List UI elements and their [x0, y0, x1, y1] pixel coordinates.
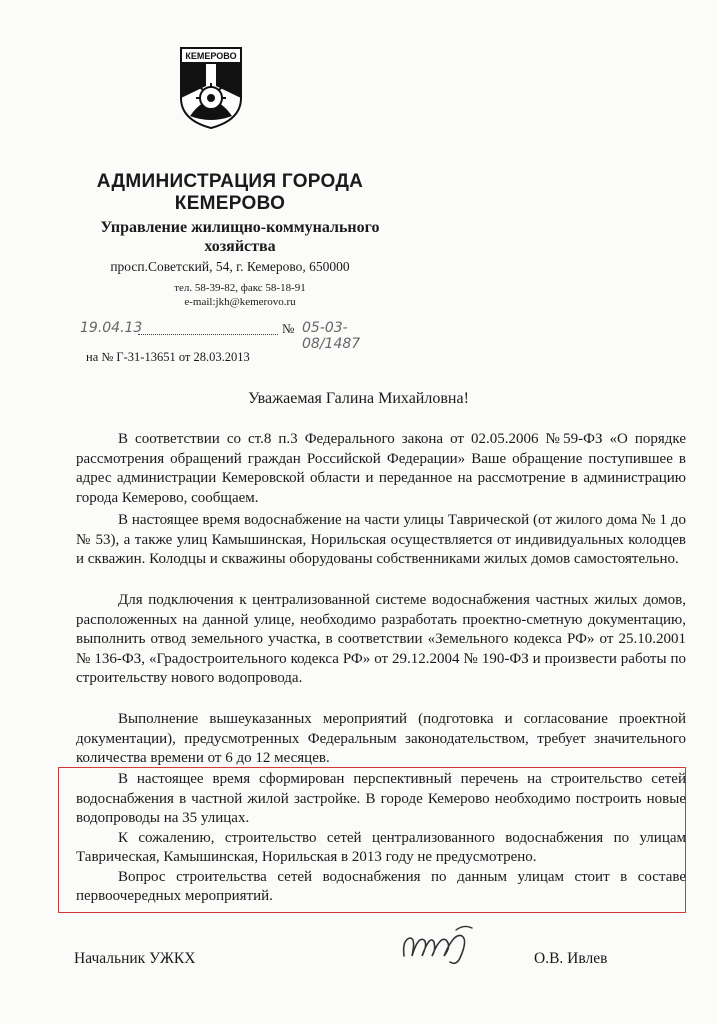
org-phones: тел. 58-39-82, факс 58-18-91: [174, 282, 306, 294]
org-address: просп.Советский, 54, г. Кемерово, 650000: [110, 259, 350, 274]
salutation: Уважаемая Галина Михайловна!: [248, 390, 469, 407]
department-line1: Управление жилищно-коммунального: [100, 219, 380, 236]
signatory-name: О.В. Ивлев: [534, 950, 608, 967]
org-title-line1: АДМИНИСТРАЦИЯ ГОРОДА: [96, 171, 364, 192]
registration-line: [80, 320, 361, 352]
dotted-underline: [138, 334, 278, 335]
department-line2: хозяйства: [204, 238, 276, 255]
handwritten-signature-icon: [398, 922, 478, 972]
org-title-line2: КЕМЕРОВО: [174, 193, 286, 214]
paragraph-text: В настоящее время водоснабжение на части улицы Таврической (от жилого дома № 1 до № 53), а также улиц Камышинская, Норильская осуществляется от индивидуальных колодцев и скважин. Колодцы и скважины оборудованы собственниками жилых домов самостоятельно.: [76, 512, 686, 567]
paragraph-2: [76, 511, 686, 570]
reference-line: на № Г-31-13651 от 28.03.2013: [86, 350, 250, 364]
outgoing-date: 19.04.13: [80, 320, 143, 336]
paragraph-7: Вопрос строительства сетей водоснабжения по данным улицам стоит в составе первоочередных мероприятий.: [76, 868, 686, 904]
signatory-title: Начальник УЖКХ: [74, 950, 196, 967]
paragraph-text: В соответствии со ст.8 п.3 Федерального закона от 02.05.2006 №59-ФЗ «О порядке рассмотрения обращений граждан Российской Федерации» Ваше обращение поступившее в адрес администрации Кемеровской области и переданное на рассмотрение в администрацию города Кемерово, сообщаем.: [76, 431, 686, 506]
paragraph-text: Выполнение вышеуказанных мероприятий (подготовка и согласование проектной документации), предусмотренных Федеральным законодательством, требует значительного количества времени от 6 до 12 месяцев.: [76, 711, 686, 766]
paragraph-6: К сожалению, строительство сетей централизованного водоснабжения по улицам Таврическая, Камышинская, Норильская в 2013 году не предусмотрено.: [76, 829, 686, 865]
paragraph-text: Для подключения к централизованной системе водоснабжения частных жилых домов, расположенных на данной улице, необходимо разработать проектно-сметную документацию, выполнить отвод земельного участка, в соответствии «Земельного кодекса РФ» от 25.10.2001 № 136-ФЗ, «Градостроительного кодекса РФ» от 29.12.2004 № 190-ФЗ и произвести работы по строительству нового водопровода.: [76, 592, 686, 686]
highlighted-paragraphs: [76, 770, 686, 907]
paragraph-3: [76, 591, 686, 689]
svg-text:КЕМЕРОВО: КЕМЕРОВО: [185, 51, 237, 61]
paragraph-1: [76, 430, 686, 508]
org-email: e-mail:jkh@kemerovo.ru: [184, 296, 296, 308]
outgoing-number: 05-03-08/1487: [302, 320, 361, 352]
coat-of-arms-icon: [178, 46, 244, 130]
number-sign: №: [282, 321, 295, 336]
paragraph-5: В настоящее время сформирован перспективный перечень на строительство сетей водоснабжения в частной жилой застройке. В городе Кемерово необходимо построить новые водопроводы на 35 улицах.: [76, 771, 686, 826]
paragraph-4: [76, 710, 686, 769]
